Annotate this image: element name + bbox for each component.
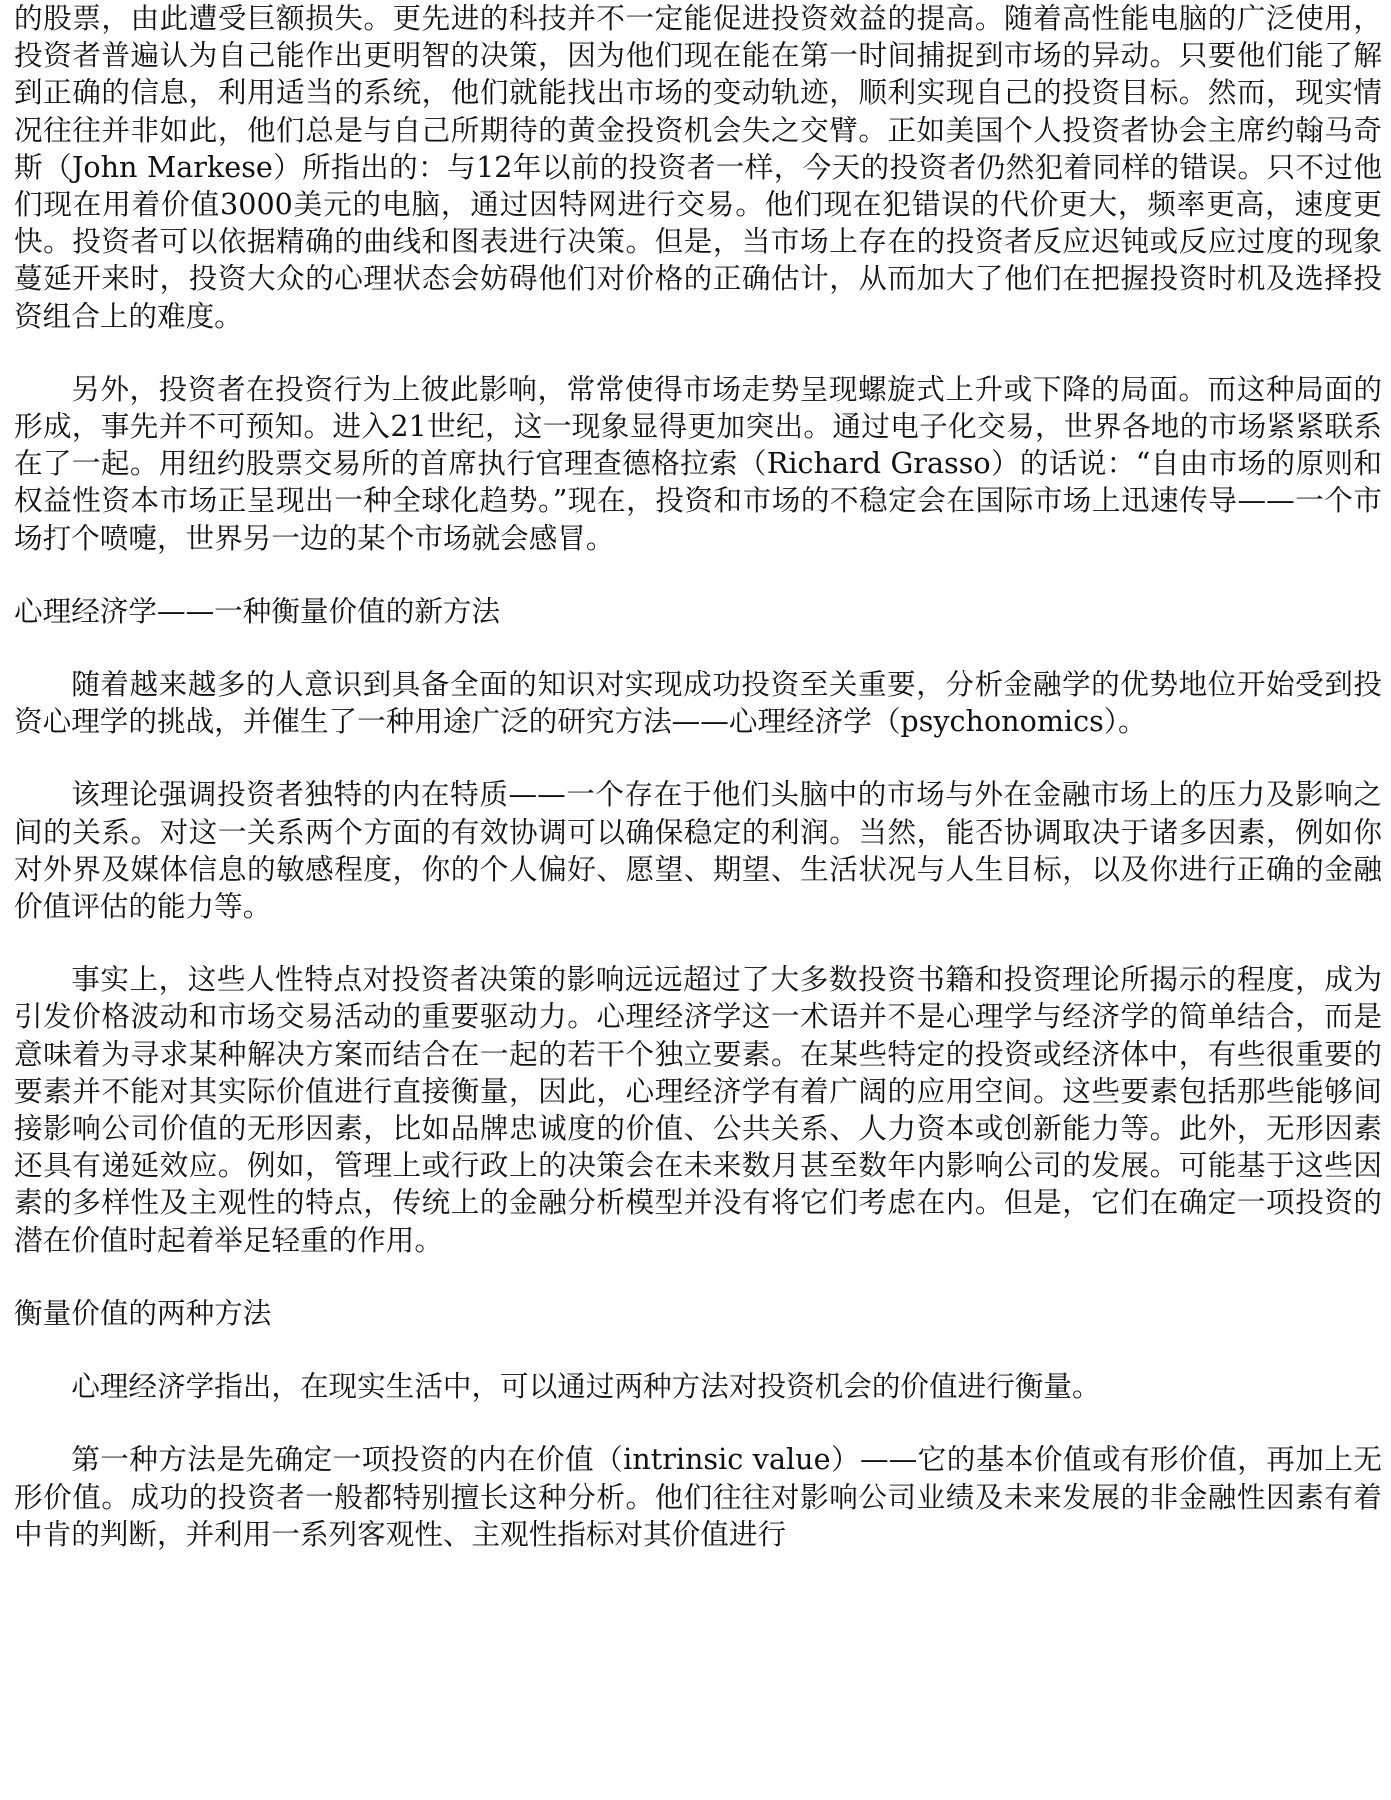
document-page [14,0,1382,1553]
paragraph-first-method: 第一种方法是先确定一项投资的内在价值（intrinsic value）——它的基本价值或有形价值，再加上无形价值。成功的投资者一般都特别擅长这种分析。他们往往对影响公司业绩及未来发展的非金融性因素有着中肯的判断，并利用一系列客观性、主观性指标对其价值进行 [14,1442,1382,1551]
paragraph-inner-traits: 该理论强调投资者独特的内在特质——一个存在于他们头脑中的市场与外在金融市场上的压力及影响之间的关系。对这一关系两个方面的有效协调可以确保稳定的利润。当然，能否协调取决于诸多因素，例如你对外界及媒体信息的敏感程度，你的个人偏好、愿望、期望、生活状况与人生目标，以及你进行正确的金融价值评估的能力等。 [14,777,1382,924]
paragraph-two-methods-intro: 心理经济学指出，在现实生活中，可以通过两种方法对投资机会的价值进行衡量。 [71,1369,1101,1404]
paragraph-market-interaction: 另外，投资者在投资行为上彼此影响，常常使得市场走势呈现螺旋式上升或下降的局面。而这种局面的形成，事先并不可预知。进入21世纪，这一现象显得更加突出。通过电子化交易，世界各地的市场紧紧联系在了一起。用纽约股票交易所的首席执行官理查德格拉索（Richard Grasso）的话说：“自由市场的原则和权益性资本市场正呈现出一种全球化趋势。”现在，投资和市场的不稳定会在国际市场上迅速传导——一个市场打个喷嚏，世界另一边的某个市场就会感冒。 [14,371,1382,555]
section-heading-psychonomics: 心理经济学——一种衡量价值的新方法 [14,593,501,628]
paragraph-intro: 的股票，由此遭受巨额损失。更先进的科技并不一定能促进投资效益的提高。随着高性能电脑的广泛使用，投资者普遍认为自己能作出更明智的决策，因为他们现在能在第一时间捕捉到市场的异动。只要他们能了解到正确的信息，利用适当的系统，他们就能找出市场的变动轨迹，顺利实现自己的投资目标。然而，现实情况往往并非如此，他们总是与自己所期待的黄金投资机会失之交臂。正如美国个人投资者协会主席约翰马奇斯（John Markese）所指出的：与12年以前的投资者一样，今天的投资者仍然犯着同样的错误。只不过他们现在用着价值3000美元的电脑，通过因特网进行交易。他们现在犯错误的代价更大，频率更高，速度更快。投资者可以依据精确的曲线和图表进行决策。但是，当市场上存在的投资者反应迟钝或反应过度的现象蔓延开来时，投资大众的心理状态会妨碍他们对价格的正确估计，从而加大了他们在把握投资时机及选择投资组合上的难度。 [14,1,1382,333]
paragraph-psychonomics-intro: 随着越来越多的人意识到具备全面的知识对实现成功投资至关重要，分析金融学的优势地位开始受到投资心理学的挑战，并催生了一种用途广泛的研究方法——心理经济学（psychonomics）。 [14,667,1382,739]
paragraph-intangible-factors: 事实上，这些人性特点对投资者决策的影响远远超过了大多数投资书籍和投资理论所揭示的程度，成为引发价格波动和市场交易活动的重要驱动力。心理经济学这一术语并不是心理学与经济学的简单结合，而是意味着为寻求某种解决方案而结合在一起的若干个独立要素。在某些特定的投资或经济体中，有些很重要的要素并不能对其实际价值进行直接衡量，因此，心理经济学有着广阔的应用空间。这些要素包括那些能够间接影响公司价值的无形因素，比如品牌忠诚度的价值、公共关系、人力资本或创新能力等。此外，无形因素还具有递延效应。例如，管理上或行政上的决策会在未来数月甚至数年内影响公司的发展。可能基于这些因素的多样性及主观性的特点，传统上的金融分析模型并没有将它们考虑在内。但是，它们在确定一项投资的潜在价值时起着举足轻重的作用。 [14,962,1382,1257]
section-heading-two-methods: 衡量价值的两种方法 [14,1295,272,1330]
